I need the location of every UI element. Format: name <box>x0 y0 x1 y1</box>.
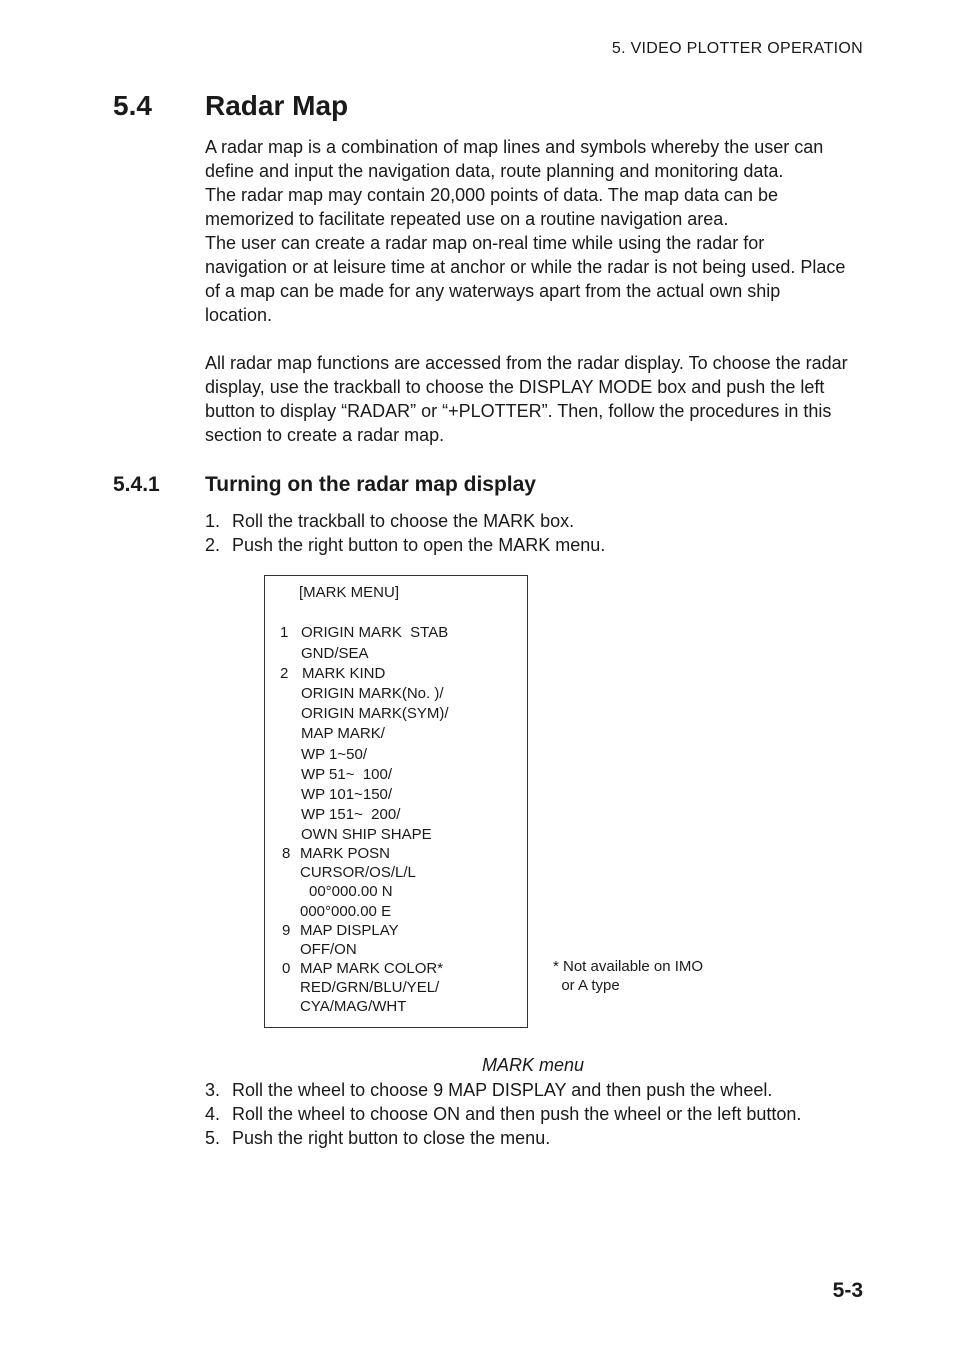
text-line: navigation or at leisure time at anchor or while the radar is not being used. Place <box>205 257 846 277</box>
menu-item-label: MARK POSN <box>300 845 391 862</box>
list-item <box>205 1078 885 1102</box>
footnote-line: or A type <box>553 977 620 994</box>
intro-paragraph <box>205 135 870 327</box>
menu-option: ORIGIN MARK(No. )/ <box>301 685 444 702</box>
menu-item-number: 1 <box>280 624 289 641</box>
list-item <box>205 509 885 533</box>
steps-list <box>205 1078 885 1150</box>
menu-option: WP 101~150/ <box>301 786 393 803</box>
step-number: 1. <box>205 511 221 531</box>
text-line: The radar map may contain 20,000 points of data. The map data can be <box>205 185 779 205</box>
text-line: section to create a radar map. <box>205 425 445 445</box>
step-text: Push the right button to close the menu. <box>232 1128 551 1148</box>
menu-item-label: MAP DISPLAY <box>300 922 399 939</box>
text-line: All radar map functions are accessed from the radar display. To choose the radar <box>205 353 848 373</box>
menu-item-label: MARK KIND <box>302 665 386 682</box>
text-line: The user can create a radar map on-real time while using the radar for <box>205 233 765 253</box>
menu-item-label: ORIGIN MARK STAB <box>301 624 449 641</box>
section-number: 5.4 <box>113 90 152 121</box>
mark-menu-figure <box>264 575 528 1028</box>
figure-caption: MARK menu <box>482 1055 585 1075</box>
access-paragraph <box>205 351 870 447</box>
running-header: 5. VIDEO PLOTTER OPERATION <box>611 40 863 57</box>
step-number: 4. <box>205 1104 221 1124</box>
step-number: 3. <box>205 1080 221 1100</box>
step-number: 5. <box>205 1128 221 1148</box>
menu-item-number: 8 <box>282 845 291 862</box>
list-item <box>205 1102 885 1126</box>
text-line: define and input the navigation data, route planning and monitoring data. <box>205 161 784 181</box>
page-number: 5-3 <box>832 1279 863 1302</box>
list-item <box>205 533 885 557</box>
step-text: Roll the wheel to choose 9 MAP DISPLAY and then push the wheel. <box>232 1080 773 1100</box>
menu-option: CYA/MAG/WHT <box>300 998 407 1015</box>
menu-option: GND/SEA <box>301 645 369 662</box>
step-number: 2. <box>205 535 221 555</box>
menu-option: 000°000.00 E <box>300 903 392 920</box>
text-line: display, use the trackball to choose the DISPLAY MODE box and push the left <box>205 377 825 397</box>
text-line: location. <box>205 305 273 325</box>
footnote-line: * Not available on IMO <box>553 958 704 975</box>
step-text: Push the right button to open the MARK menu. <box>232 535 606 555</box>
subsection-number: 5.4.1 <box>113 473 160 496</box>
steps-list <box>205 509 885 557</box>
menu-option: RED/GRN/BLU/YEL/ <box>300 979 440 996</box>
menu-option: WP 1~50/ <box>301 746 368 763</box>
text-line: button to display “RADAR” or “+PLOTTER”. Then, follow the procedures in this <box>205 401 832 421</box>
footnote <box>553 957 703 995</box>
menu-option: ORIGIN MARK(SYM)/ <box>301 705 449 722</box>
menu-title: [MARK MENU] <box>299 584 400 601</box>
menu-option: CURSOR/OS/L/L <box>300 864 416 881</box>
subsection-title: Turning on the radar map display <box>205 473 536 496</box>
text-line: memorized to facilitate repeated use on a routine navigation area. <box>205 209 729 229</box>
step-text: Roll the wheel to choose ON and then push the wheel or the left button. <box>232 1104 802 1124</box>
menu-item-number: 9 <box>282 922 291 939</box>
menu-option: MAP MARK/ <box>301 725 385 742</box>
menu-option: WP 151~ 200/ <box>301 806 401 823</box>
step-text: Roll the trackball to choose the MARK box. <box>232 511 575 531</box>
menu-option: WP 51~ 100/ <box>301 766 393 783</box>
menu-item-number: 0 <box>282 960 291 977</box>
text-line: of a map can be made for any waterways apart from the actual own ship <box>205 281 781 301</box>
menu-item-number: 2 <box>280 665 289 682</box>
menu-option: OWN SHIP SHAPE <box>301 826 432 843</box>
list-item <box>205 1126 885 1150</box>
menu-option: OFF/ON <box>300 941 357 958</box>
section-title: Radar Map <box>205 90 349 121</box>
text-line: A radar map is a combination of map lines and symbols whereby the user can <box>205 137 824 157</box>
menu-option: 00°000.00 N <box>309 883 393 900</box>
menu-item-label: MAP MARK COLOR* <box>300 960 444 977</box>
